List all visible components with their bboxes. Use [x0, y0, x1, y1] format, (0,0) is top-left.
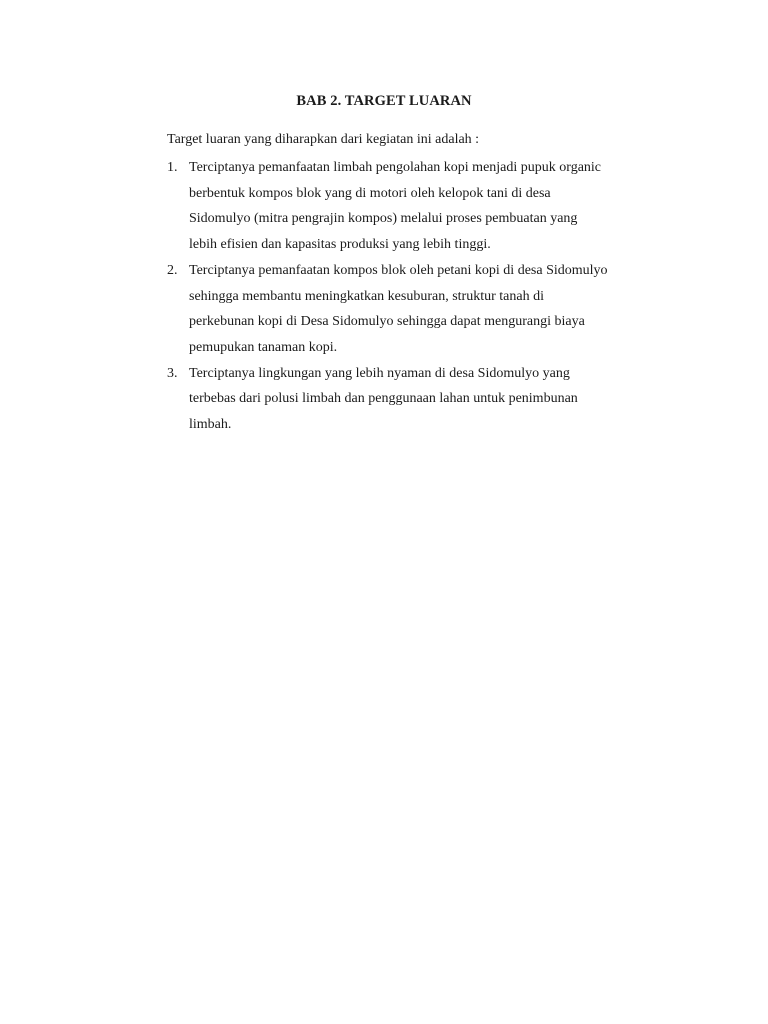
- list-item: [167, 155, 627, 258]
- list-item-number: 1.: [167, 160, 178, 175]
- page-title: BAB 2. TARGET LUARAN: [296, 93, 472, 109]
- list-item-line: Terciptanya lingkungan yang lebih nyaman di desa Sidomulyo yang: [189, 365, 570, 381]
- target-list: [167, 155, 627, 438]
- list-item-line: pemupukan tanaman kopi.: [189, 339, 338, 355]
- list-item-line: limbah.: [189, 417, 232, 433]
- list-item: [167, 258, 627, 361]
- list-item-line: Terciptanya pemanfaatan kompos blok oleh petani kopi di desa Sidomulyo: [189, 262, 608, 278]
- list-item-line: perkebunan kopi di Desa Sidomulyo sehingga dapat mengurangi biaya: [189, 314, 585, 330]
- list-item-line: lebih efisien dan kapasitas produksi yang lebih tinggi.: [189, 237, 491, 253]
- list-item-number: 2.: [167, 262, 178, 278]
- list-item: [167, 361, 627, 438]
- list-item-number: 3.: [167, 365, 178, 381]
- list-item-line: berbentuk kompos blok yang di motori oleh kelopok tani di desa: [189, 185, 551, 201]
- list-item-line: terbebas dari polusi limbah dan penggunaan lahan untuk penimbunan: [189, 391, 578, 407]
- list-item-line: sehingga membantu meningkatkan kesuburan, struktur tanah di: [189, 288, 544, 304]
- list-item-line: Sidomulyo (mitra pengrajin kompos) melalui proses pembuatan yang: [189, 211, 578, 227]
- list-item-line: Terciptanya pemanfaatan limbah pengolahan kopi menjadi pupuk organic: [189, 160, 602, 175]
- intro-paragraph: Target luaran yang diharapkan dari kegiatan ini adalah :: [167, 132, 480, 147]
